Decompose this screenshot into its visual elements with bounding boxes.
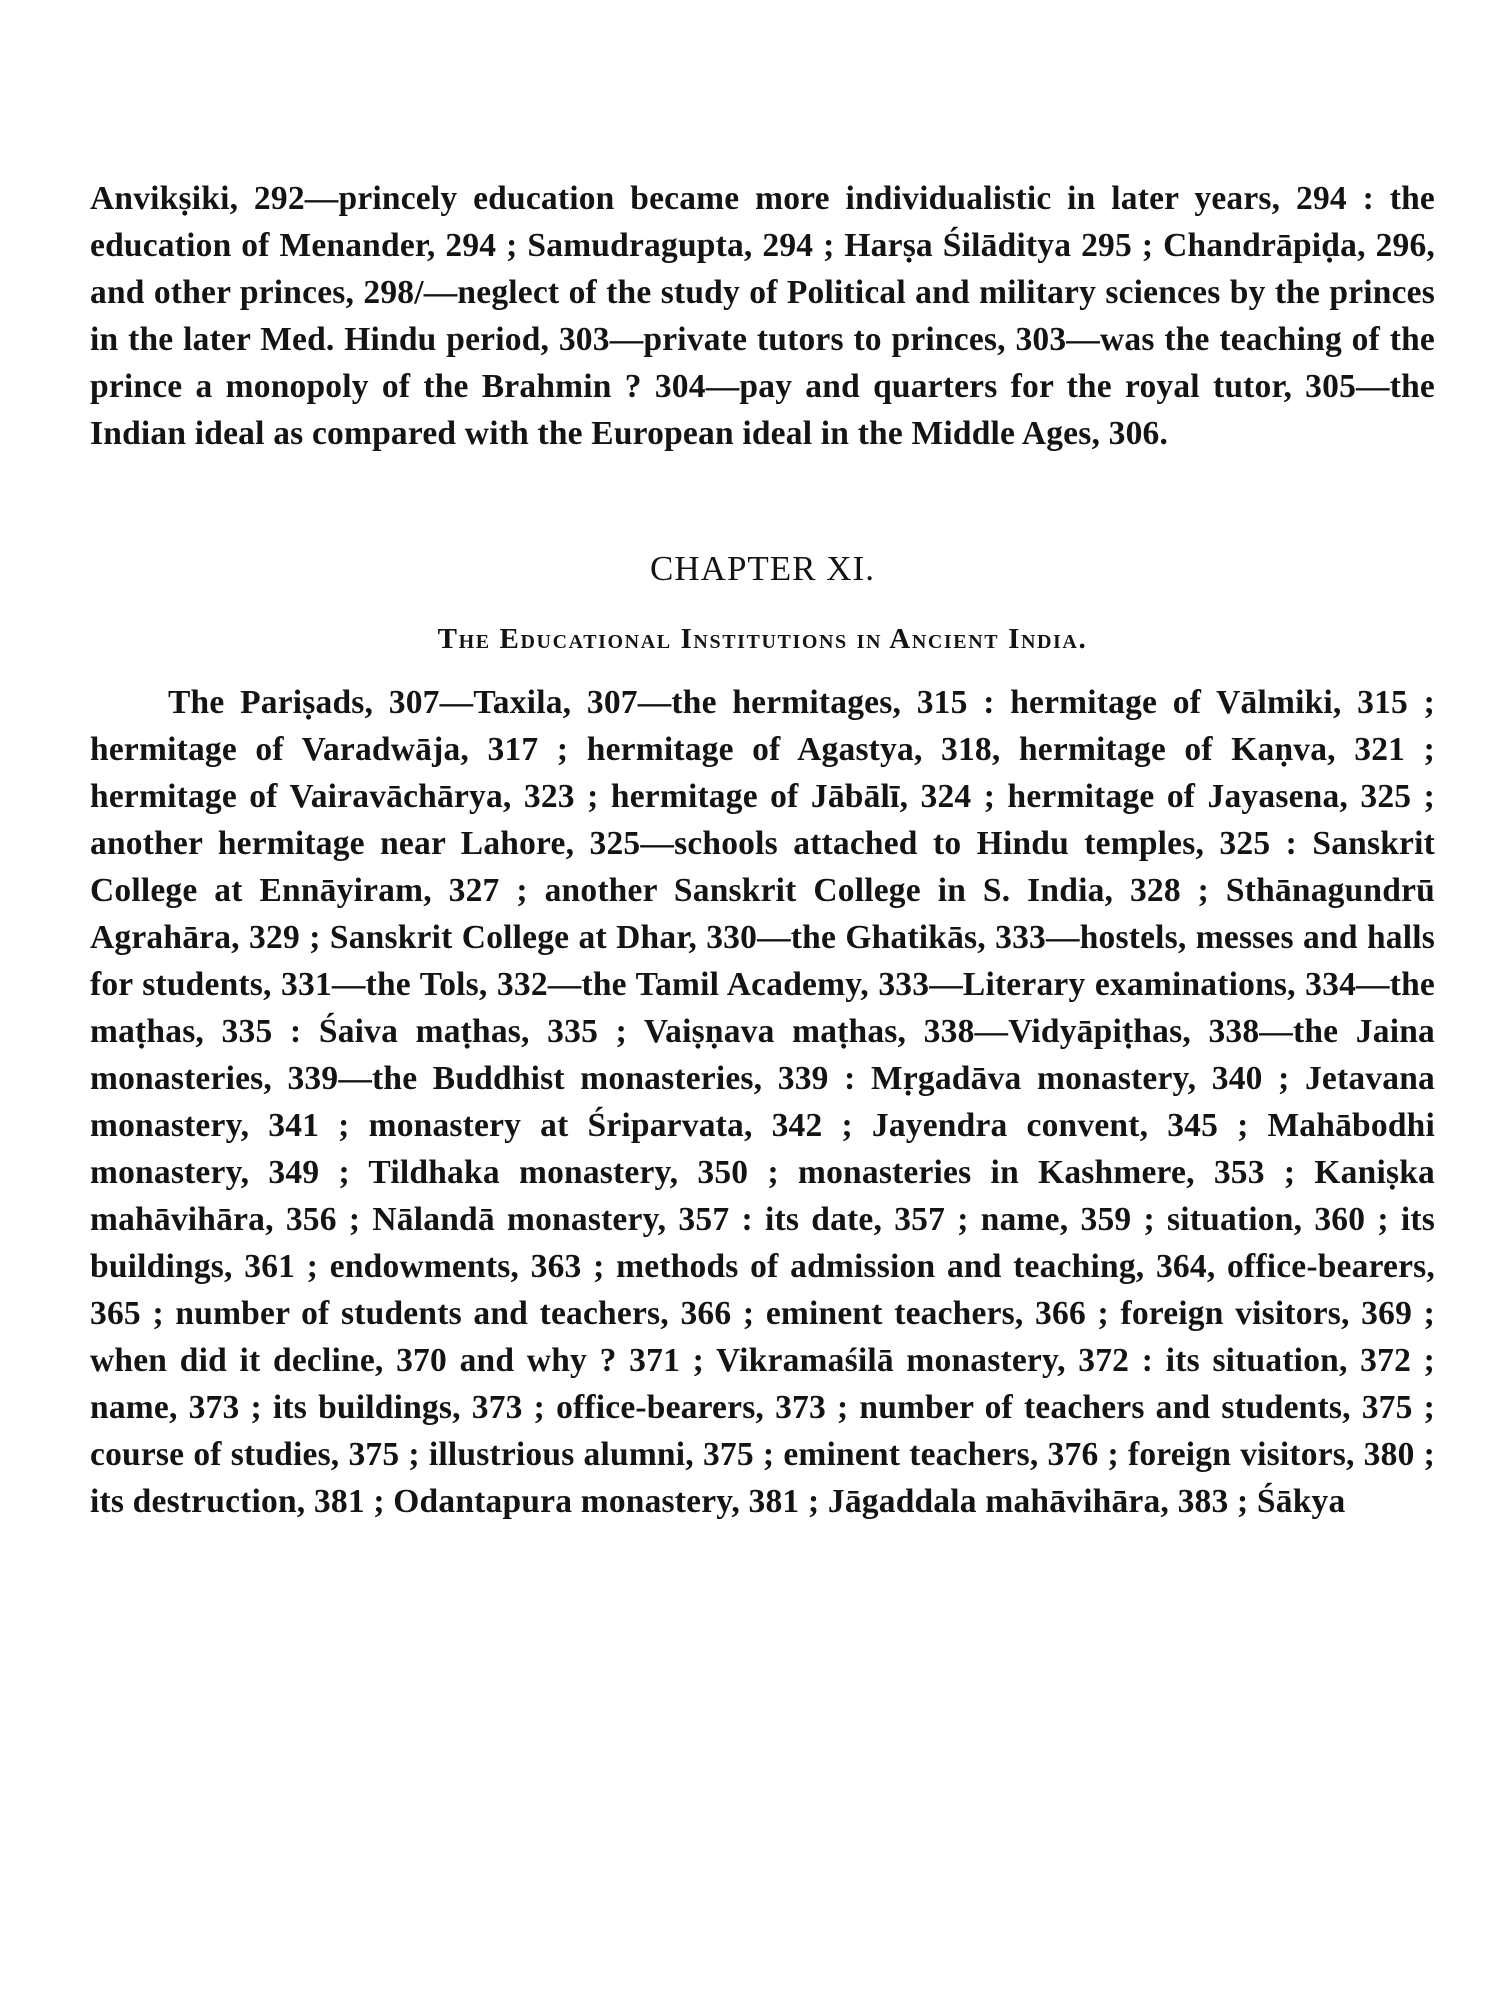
chapter-title: CHAPTER XI.: [650, 549, 875, 588]
chapter-paragraph: The Pariṣads, 307—Taxila, 307—the hermitages, 315 : hermitage of Vālmiki, 315 ; hermitage of Varadwāja, 317 ; hermitage of Agastya, 318, hermitage of Kaṇva, 321 ; hermitage of Vairavāchārya, 323 ; hermitage of Jābālī, 324 ; hermitage of Jayasena, 325 ; another hermitage near Lahore, 325—schools attached to Hindu temples, 325 : Sanskrit College at Ennāyiram, 327 ; another Sanskrit College in S. India, 328 ; Sthānagundrū Agrahāra, 329 ; Sanskrit College at Dhar, 330—the Ghatikās, 333—hostels, messes and halls for students, 331—the Tols, 332—the Tamil Academy, 333—Literary examinations, 334—the maṭhas, 335 : Śaiva maṭhas, 335 ; Vaiṣṇava maṭhas, 338—Vidyāpiṭhas, 338—the Jaina monasteries, 339—the Buddhist monasteries, 339 : Mṛgadāva monastery, 340 ; Jetavana monastery, 341 ; monastery at Śriparvata, 342 ; Jayendra convent, 345 ; Mahābodhi monastery, 349 ; Tildhaka monastery, 350 ; monasteries in Kashmere, 353 ; Kaniṣka mahāvihāra, 356 ; Nālandā monastery, 357 : its date, 357 ; name, 359 ; situation, 360 ; its buildings, 361 ; endowments, 363 ; methods of admission and teaching, 364, office-bearers, 365 ; number of students and teachers, 366 ; eminent teachers, 366 ; foreign visitors, 369 ; when did it decline, 370 and why ? 371 ; Vikramaśilā monastery, 372 : its situation, 372 ; name, 373 ; its buildings, 373 ; office-bearers, 373 ; number of teachers and students, 375 ; course of studies, 375 ; illustrious alumni, 375 ; eminent teachers, 376 ; foreign visitors, 380 ; its destruction, 381 ; Odantapura monastery, 381 ; Jāgaddala mahāvihāra, 383 ; Śākya: [90, 684, 1435, 1520]
chapter-subtitle: The Educational Institutions in Ancient India.: [437, 623, 1088, 655]
document-page: [90, 175, 1435, 1525]
continued-paragraph: Anvikṣiki, 292—princely education became more individualistic in later years, 294 : the education of Menander, 294 ; Samudragupta, 294 ; Harṣa Śilāditya 295 ; Chandrāpiḍa, 296, and other princes, 298/—neglect of the study of Political and military sciences by the princes in the later Med. Hindu period, 303—private tutors to princes, 303—was the teaching of the prince a monopoly of the Brahmin ? 304—pay and quarters for the royal tutor, 305—the Indian ideal as compared with the European ideal in the Middle Ages, 306.: [90, 180, 1435, 452]
